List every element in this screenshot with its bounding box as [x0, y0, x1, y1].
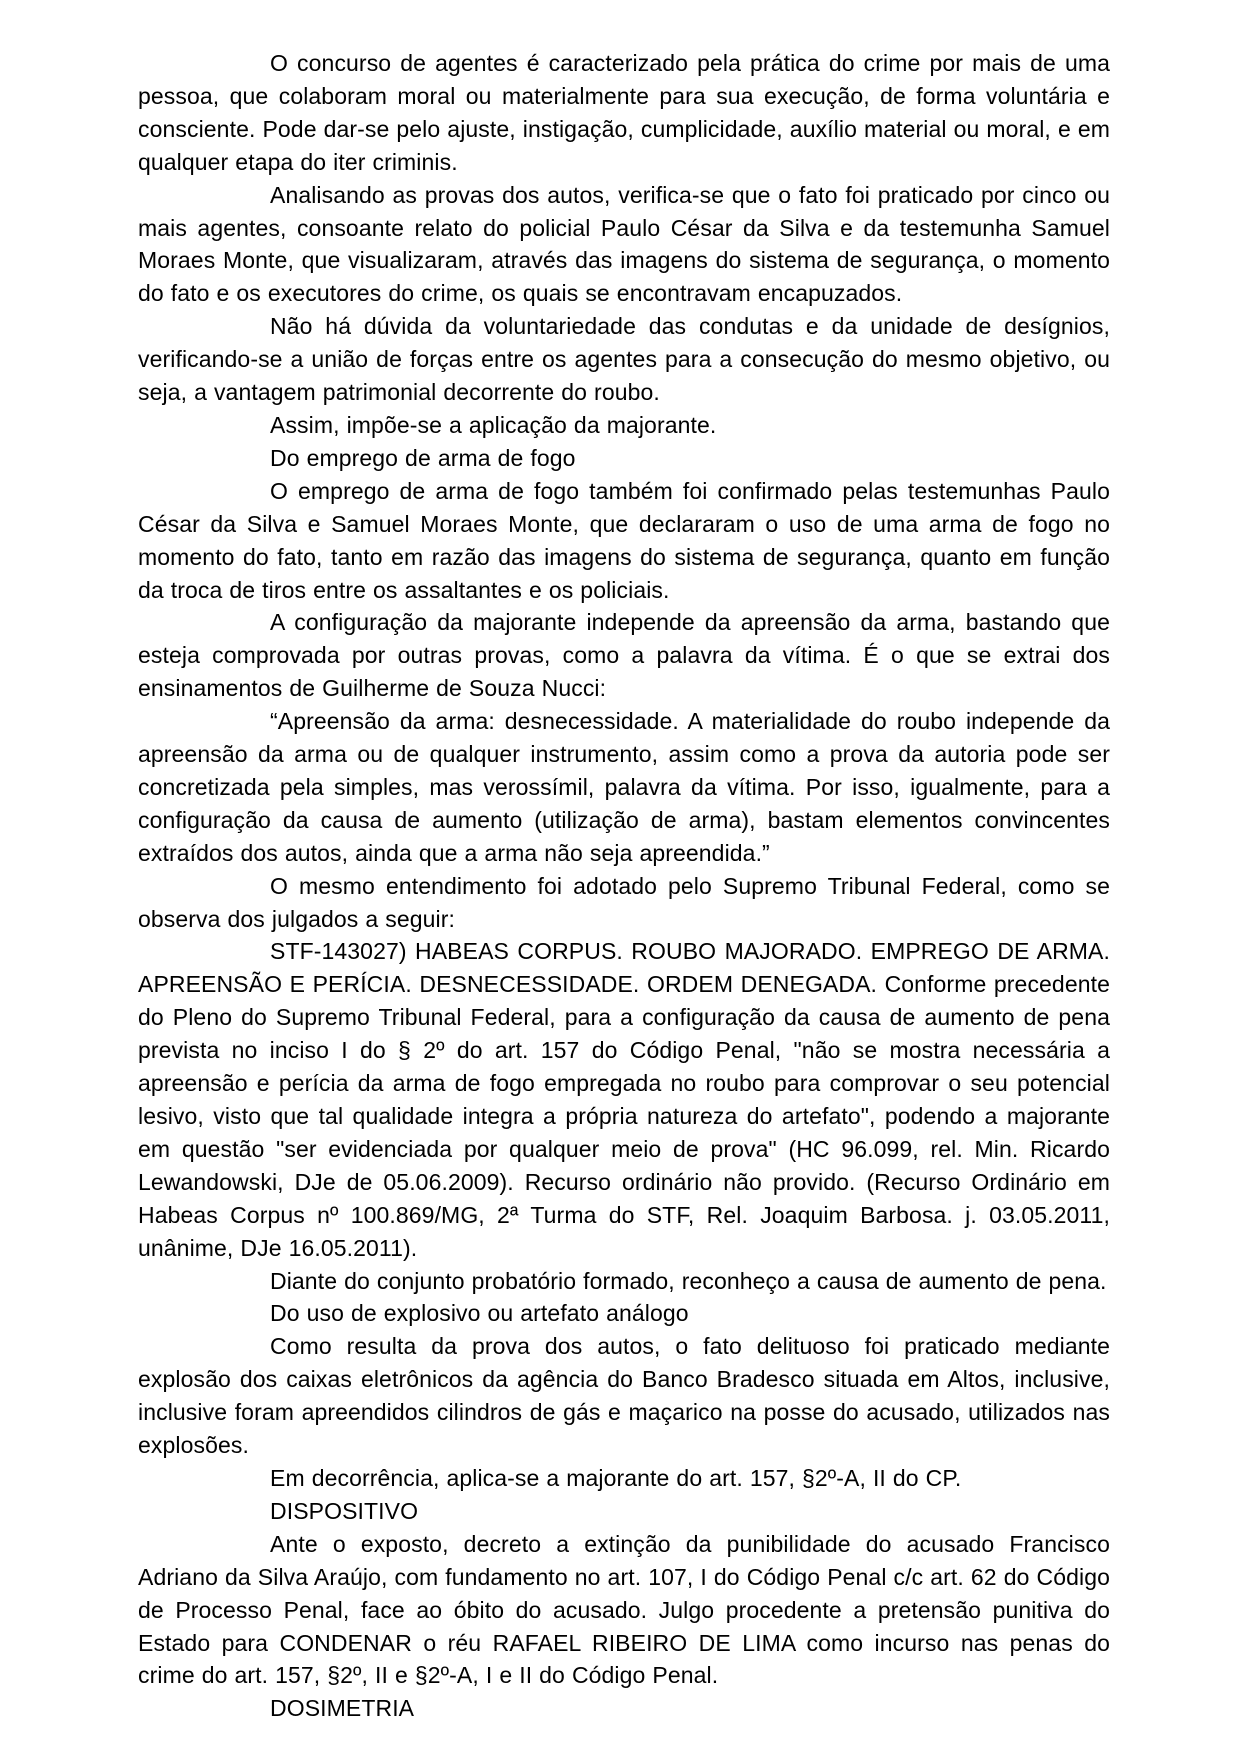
paragraph-entendimento-stf: O mesmo entendimento foi adotado pelo Supremo Tribunal Federal, como se observa dos julgados a seguir:	[138, 872, 1110, 932]
quote-stf-143027: STF-143027) HABEAS CORPUS. ROUBO MAJORADO. EMPREGO DE ARMA. APREENSÃO E PERÍCIA. DESNECESSIDADE. ORDEM DENEGADA. Conforme precedente do Pleno do Supremo Tribunal Federal, para a configuração da causa de aumento de pena prevista no inciso I do § 2º do art. 157 do Código Penal, "não se mostra necessária a apreensão e perícia da arma de fogo empregada no roubo para comprovar o seu potencial lesivo, visto que tal qualidade integra a própria natureza do artefato", podendo a majorante em questão "ser evidenciada por qualquer meio de prova" (HC 96.099, rel. Min. Ricardo Lewandowski, DJe de 05.06.2009). Recurso ordinário não provido. (Recurso Ordinário em Habeas Corpus nº 100.869/MG, 2ª Turma do STF, Rel. Joaquim Barbosa. j. 03.05.2011, unânime, DJe 16.05.2011).	[138, 938, 1110, 1261]
paragraph-reconheco-causa-aumento: Diante do conjunto probatório formado, reconheço a causa de aumento de pena.	[270, 1267, 1107, 1294]
heading-dosimetria: DOSIMETRIA	[270, 1695, 415, 1722]
heading-emprego-arma-fogo: Do emprego de arma de fogo	[270, 444, 576, 471]
paragraph-analise-provas: Analisando as provas dos autos, verifica-se que o fato foi praticado por cinco ou mais agentes, consoante relato do policial Paulo César da Silva e da testemunha Samuel Moraes Monte, que visualizaram, através das imagens do sistema de segurança, o momento do fato e os executores do crime, os quais se encontravam encapuzados.	[138, 181, 1110, 307]
paragraph-aplicacao-majorante: Assim, impõe-se a aplicação da majorante.	[270, 411, 717, 438]
paragraph-explosao-caixas: Como resulta da prova dos autos, o fato delituoso foi praticado mediante explosão dos caixas eletrônicos da agência do Banco Bradesco situada em Altos, inclusive, inclusive foram apreendidos cilindros de gás e maçarico na posse do acusado, utilizados nas explosões.	[138, 1333, 1110, 1459]
paragraph-emprego-arma-confirmado: O emprego de arma de fogo também foi confirmado pelas testemunhas Paulo César da Silva e Samuel Moraes Monte, que declararam o uso de uma arma de fogo no momento do fato, tanto em razão das imagens do sistema de segurança, quanto em função da troca de tiros entre os assaltantes e os policiais.	[138, 477, 1110, 603]
paragraph-voluntariedade: Não há dúvida da voluntariedade das condutas e da unidade de desígnios, verificando-se a união de forças entre os agentes para a consecução do mesmo objetivo, ou seja, a vantagem patrimonial decorrente do roubo.	[138, 313, 1110, 406]
paragraph-majorante-art157: Em decorrência, aplica-se a majorante do art. 157, §2º-A, II do CP.	[270, 1464, 962, 1491]
heading-uso-explosivo: Do uso de explosivo ou artefato análogo	[270, 1300, 689, 1327]
paragraph-dispositivo-condenacao: Ante o exposto, decreto a extinção da punibilidade do acusado Francisco Adriano da Silva Araújo, com fundamento no art. 107, I do Código Penal c/c art. 62 do Código de Processo Penal, face ao óbito do acusado. Julgo procedente a pretensão punitiva do Estado para CONDENAR o réu RAFAEL RIBEIRO DE LIMA como incurso nas penas do crime do art. 157, §2º, II e §2º-A, I e II do Código Penal.	[138, 1530, 1110, 1689]
paragraph-configuracao-majorante: A configuração da majorante independe da apreensão da arma, bastando que esteja comprovada por outras provas, como a palavra da vítima. É o que se extrai dos ensinamentos de Guilherme de Souza Nucci:	[138, 609, 1110, 702]
document-body	[138, 47, 1110, 1725]
paragraph-concurso-agentes: O concurso de agentes é caracterizado pela prática do crime por mais de uma pessoa, que colaboram moral ou materialmente para sua execução, de forma voluntária e consciente. Pode dar-se pelo ajuste, instigação, cumplicidade, auxílio material ou moral, e em qualquer etapa do iter criminis.	[138, 50, 1110, 175]
heading-dispositivo: DISPOSITIVO	[270, 1497, 419, 1524]
quote-nucci: “Apreensão da arma: desnecessidade. A materialidade do roubo independe da apreensão da arma ou de qualquer instrumento, assim como a prova da autoria pode ser concretizada pela simples, mas verossímil, palavra da vítima. Por isso, igualmente, para a configuração da causa de aumento (utilização de arma), bastam elementos convincentes extraídos dos autos, ainda que a arma não seja apreendida.”	[138, 708, 1110, 866]
